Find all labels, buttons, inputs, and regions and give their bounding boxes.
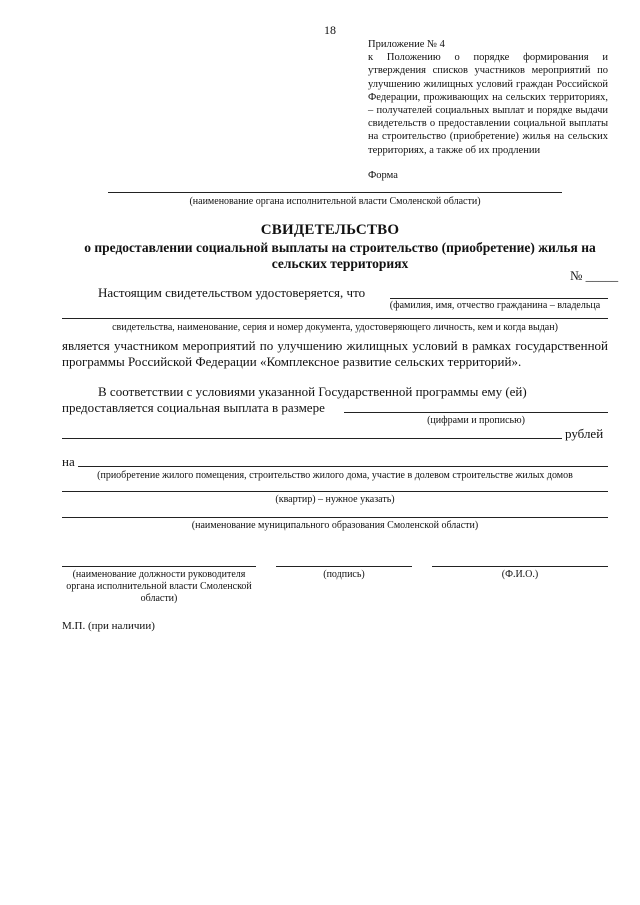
accordance-text-1: В соответствии с условиями указанной Государственной программы ему (ей) [98,384,527,399]
document-title: СВИДЕТЕЛЬСТВО [260,222,400,238]
purpose-caption-2: (квартир) – нужное указать) [275,494,395,505]
participant-text: является участником мероприятий по улучшению жилищных условий в рамках государственной программы Российской Федерации «Комплексное развитие сельских территорий». [62,338,608,369]
holder-line-2[interactable] [62,318,608,319]
holder-line-1[interactable] [390,298,608,299]
certificate-number[interactable]: № _____ [570,268,619,283]
document-subtitle: о предоставлении социальной выплаты на строительство (приобретение) жилья на сельских территориях [84,240,596,271]
authority-caption: (наименование органа исполнительной власти Смоленской области) [189,196,481,207]
page-number: 18 [324,23,336,37]
amount-line-1[interactable] [344,412,608,413]
purpose-caption-1: (приобретение жилого помещения, строительство жилого дома, участие в долевом строительстве жилых домов [97,470,573,481]
holder-caption-2: свидетельства, наименование, серия и номер документа, удостоверяющего личность, кем и когда выдан) [112,322,558,333]
authority-line[interactable] [108,192,562,193]
appendix-text: к Положению о порядке формирования и утверждения списков участников мероприятий по улучшению жилищных условий граждан Российской Федерации, проживающих на сельских территориях, – получателей социальных выплат и порядке выдачи свидетельств о предоставлении социальной выплаты на строительство (приобретение) жилья на сельских территориях, а также об их продлении [368,52,608,156]
form-label: Форма [368,169,398,181]
appendix-note [368,38,608,182]
signature-line[interactable] [276,566,412,567]
amount-line-2[interactable] [62,438,562,439]
accordance-text-2: предоставляется социальная выплата в размере [62,400,325,415]
full-name-caption: (Ф.И.О.) [501,569,539,580]
amount-caption: (цифрами и прописью) [427,415,525,426]
certify-text: Настоящим свидетельством удостоверяется, что [98,285,366,300]
stamp-label: М.П. (при наличии) [62,620,155,632]
purpose-line-2[interactable] [62,491,608,492]
position-line[interactable] [62,566,256,567]
municipality-line[interactable] [62,517,608,518]
municipality-caption: (наименование муниципального образования Смоленской области) [191,520,479,531]
position-caption: (наименование должности руководителя органа исполнительной власти Смоленской области) [66,569,252,604]
purpose-line-1[interactable] [78,466,608,467]
rubles-label: рублей [565,426,604,441]
appendix-title: Приложение № 4 [368,39,445,50]
holder-caption-1: (фамилия, имя, отчество гражданина – владельца [389,300,601,311]
full-name-line[interactable] [432,566,608,567]
na-label: на [62,454,75,469]
signature-caption: (подпись) [323,569,365,580]
